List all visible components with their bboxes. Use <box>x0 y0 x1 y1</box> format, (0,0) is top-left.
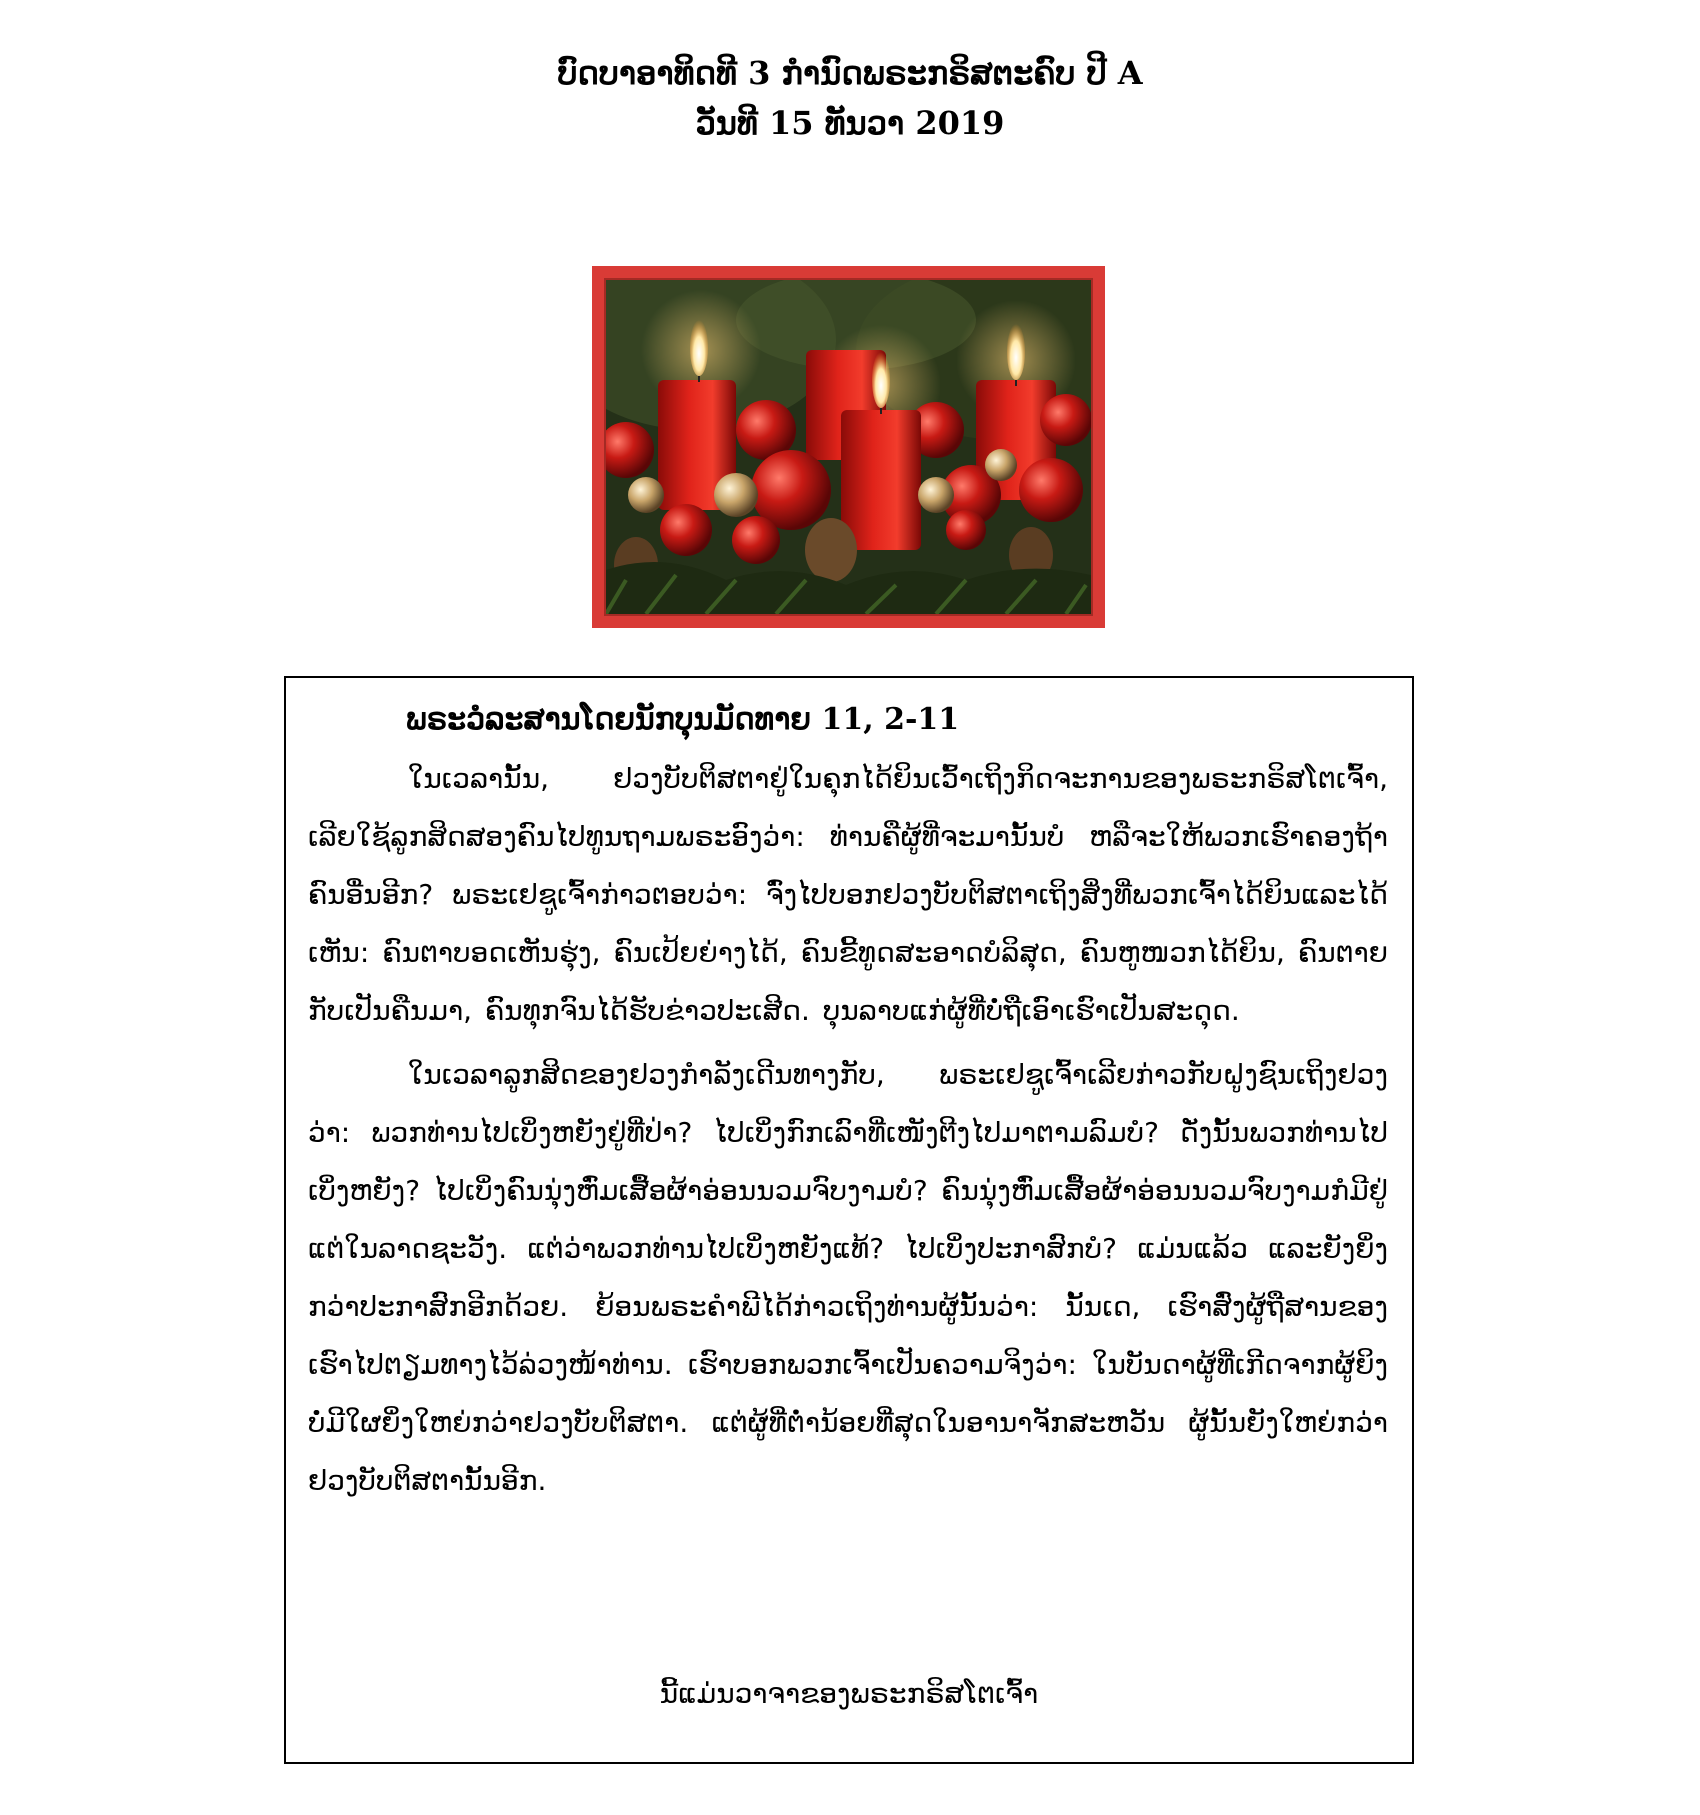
page-date: ວັນທີ 15 ທັນວາ 2019 <box>695 104 1005 142</box>
page-header <box>0 48 1700 148</box>
page-title: ບົດບາອາທິດທີ 3 ກຳນົດພຣະກຣິສຕະຄົບ ປີ A <box>557 54 1143 92</box>
reading-title: ພຣະວໍລະສານໂດຍນັກບຸນມັດທາຍ 11, 2-11 <box>406 702 960 737</box>
gospel-reading-box <box>284 676 1414 1764</box>
reading-paragraph: ໃນເວລາລູກສິດຂອງຢວງກຳລັງເດີນທາງກັບ, ພຣະເຢຊູເຈົ້າເລີຍກ່າວກັບຝູງຊົນເຖິງຢວງວ່າ: ພວກທ່ານໄປເບິ່ງຫຍັງຢູ່ທີ່ປ່າ? ໄປເບິ່ງກົກເລົາທີ່ເໜັງຕີງໄປມາຕາມລົມບໍ? ດັ່ງນັ້ນພວກທ່ານໄປເບິ່ງຫຍັງ? ໄປເບິ່ງຄົນນຸ່ງຫົ່ມເສື້ອຜ້າອ່ອນນວມຈົບງາມບໍ? ຄົນນຸ່ງຫົ່ມເສື້ອຜ້າອ່ອນນວມຈົບງາມກໍມີຢູ່ແຕ່ໃນລາດຊະວັງ. ແຕ່ວ່າພວກທ່ານໄປເບິ່ງຫຍັງແທ້? ໄປເບິ່ງປະກາສົກບໍ? ແມ່ນແລ້ວ ແລະຍັງຍິ່ງກວ່າປະກາສົກອີກດ້ວຍ. ຍ້ອນພຣະຄຳພີໄດ້ກ່າວເຖິງທ່ານຜູ້ນັ້ນວ່າ: ນັ້ນເດ, ເຮົາສົ່ງຜູ້ຖືສານຂອງເຮົາໄປຕຽມທາງໄວ້ລ່ວງໜ້າທ່ານ. ເຮົາບອກພວກເຈົ້າເປັນຄວາມຈິງວ່າ: ໃນບັນດາຜູ້ທີ່ເກີດຈາກຜູ້ຍິງ ບໍ່ມີໃຜຍິ່ງໃຫຍ່ກວ່າຢວງບັບຕິສຕາ. ແຕ່ຜູ້ທີ່ຕ່ຳນ້ອຍທີ່ສຸດໃນອານາຈັກສະຫວັນ ຜູ້ນັ້ນຍັງໃຫຍ່ກວ່າຢວງບັບຕິສຕານັ້ນອີກ. <box>308 1058 1388 1497</box>
reading-paragraph: ໃນເວລານັ້ນ, ຢວງບັບຕິສຕາຢູ່ໃນຄຸກໄດ້ຍິນເວົ້າເຖິງກິດຈະການຂອງພຣະກຣິສໂຕເຈົ້າ, ເລີຍໃຊ້ລູກສິດສອງຄົນໄປທູນຖາມພຣະອົງວ່າ: ທ່ານຄືຜູ້ທີ່ຈະມານັ້ນບໍ ຫລືຈະໃຫ້ພວກເຮົາຄອງຖ້າຄົນອື່ນອີກ? ພຣະເຢຊູເຈົ້າກ່າວຕອບວ່າ: ຈົ່ງໄປບອກຢວງບັບຕິສຕາເຖິງສິ່ງທີ່ພວກເຈົ້າໄດ້ຍິນແລະໄດ້ເຫັນ: ຄົນຕາບອດເຫັນຮຸ່ງ, ຄົນເປ້ຍຍ່າງໄດ້, ຄົນຂີ້ທູດສະອາດບໍລິສຸດ, ຄົນຫູໜວກໄດ້ຍິນ, ຄົນຕາຍກັບເປັນຄືນມາ, ຄົນທຸກຈົນໄດ້ຮັບຂ່າວປະເສີດ. ບຸນລາບແກ່ຜູ້ທີ່ບໍ່ຖືເອົາເຮົາເປັນສະດຸດ. <box>308 762 1388 1027</box>
advent-candles-photo <box>592 266 1105 628</box>
candles-illustration <box>606 280 1091 614</box>
photo-inner <box>604 278 1093 616</box>
reading-body <box>308 750 1388 1516</box>
reading-closing: ນີ້ແມ່ນວາຈາຂອງພຣະກຣິສໂຕເຈົ້າ <box>659 1677 1039 1710</box>
